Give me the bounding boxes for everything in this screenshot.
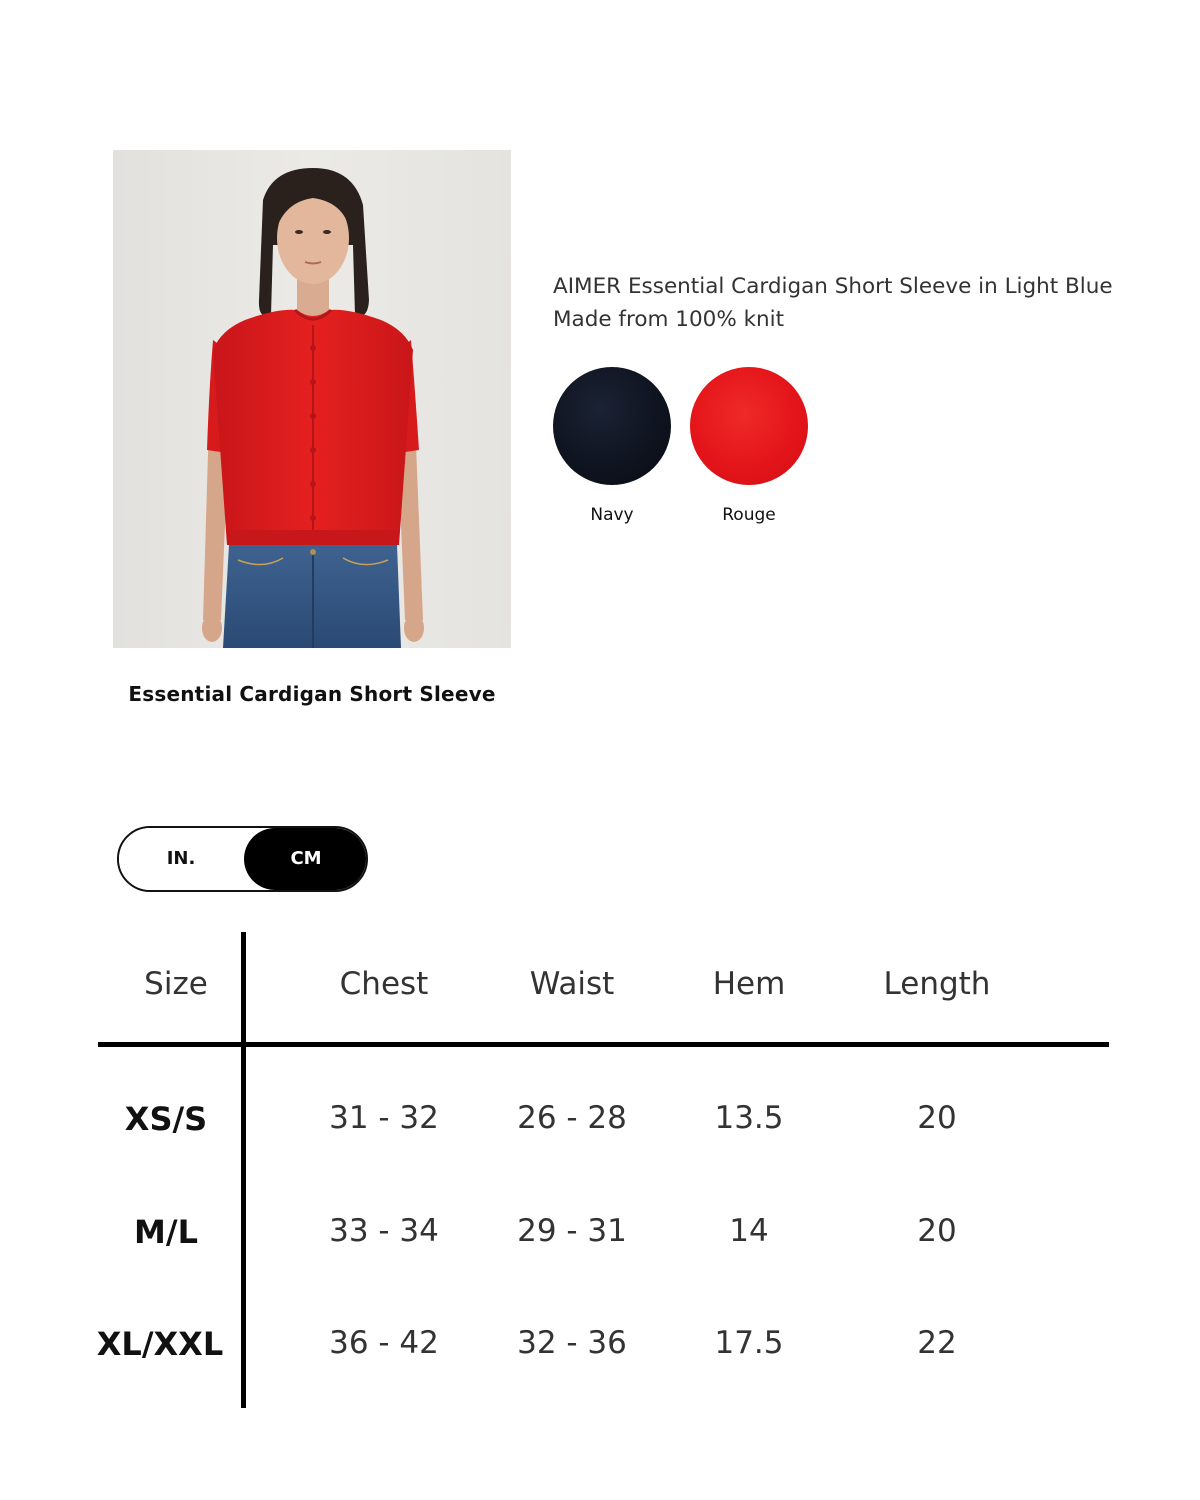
description-line-1: AIMER Essential Cardigan Short Sleeve in Light Blue	[553, 274, 1113, 299]
row-m-l-hem: 14	[729, 1213, 769, 1249]
swatch-rouge-label: Rouge	[722, 505, 776, 525]
row-xl-xxl-hem: 17.5	[714, 1325, 784, 1361]
product-photo	[113, 150, 511, 648]
product-photo-illustration	[113, 150, 511, 648]
row-m-l-waist: 29 - 31	[517, 1213, 627, 1249]
header-chest: Chest	[339, 966, 429, 1002]
unit-option-cm[interactable]: CM	[244, 828, 368, 890]
header-waist: Waist	[529, 966, 615, 1002]
swatch-navy-circle[interactable]	[553, 367, 671, 485]
header-hem: Hem	[712, 966, 786, 1002]
description-line-2: Made from 100% knit	[553, 307, 785, 332]
row-m-l-chest: 33 - 34	[329, 1213, 439, 1249]
product-description	[553, 270, 1193, 336]
row-xs-s-chest: 31 - 32	[329, 1100, 439, 1136]
swatch-navy[interactable]	[552, 367, 672, 525]
unit-toggle[interactable]	[117, 826, 368, 892]
header-length: Length	[883, 966, 991, 1002]
row-xl-xxl-length: 22	[917, 1325, 957, 1361]
swatch-navy-label: Navy	[590, 505, 634, 525]
swatch-rouge-circle[interactable]	[690, 367, 808, 485]
row-xs-s-waist: 26 - 28	[517, 1100, 627, 1136]
row-xl-xxl-size: XL/XXL	[96, 1325, 224, 1363]
unit-option-in[interactable]: IN.	[119, 828, 243, 890]
swatch-rouge[interactable]	[689, 367, 809, 525]
row-xl-xxl-waist: 32 - 36	[517, 1325, 627, 1361]
row-m-l-size: M/L	[134, 1213, 198, 1251]
row-xs-s-hem: 13.5	[714, 1100, 784, 1136]
product-name: Essential Cardigan Short Sleeve	[128, 682, 496, 706]
table-vertical-divider	[241, 932, 246, 1408]
row-xs-s-length: 20	[917, 1100, 957, 1136]
row-xl-xxl-chest: 36 - 42	[329, 1325, 439, 1361]
row-xs-s-size: XS/S	[124, 1100, 208, 1138]
row-m-l-length: 20	[917, 1213, 957, 1249]
header-size: Size	[144, 966, 208, 1002]
table-horizontal-divider	[98, 1042, 1109, 1047]
